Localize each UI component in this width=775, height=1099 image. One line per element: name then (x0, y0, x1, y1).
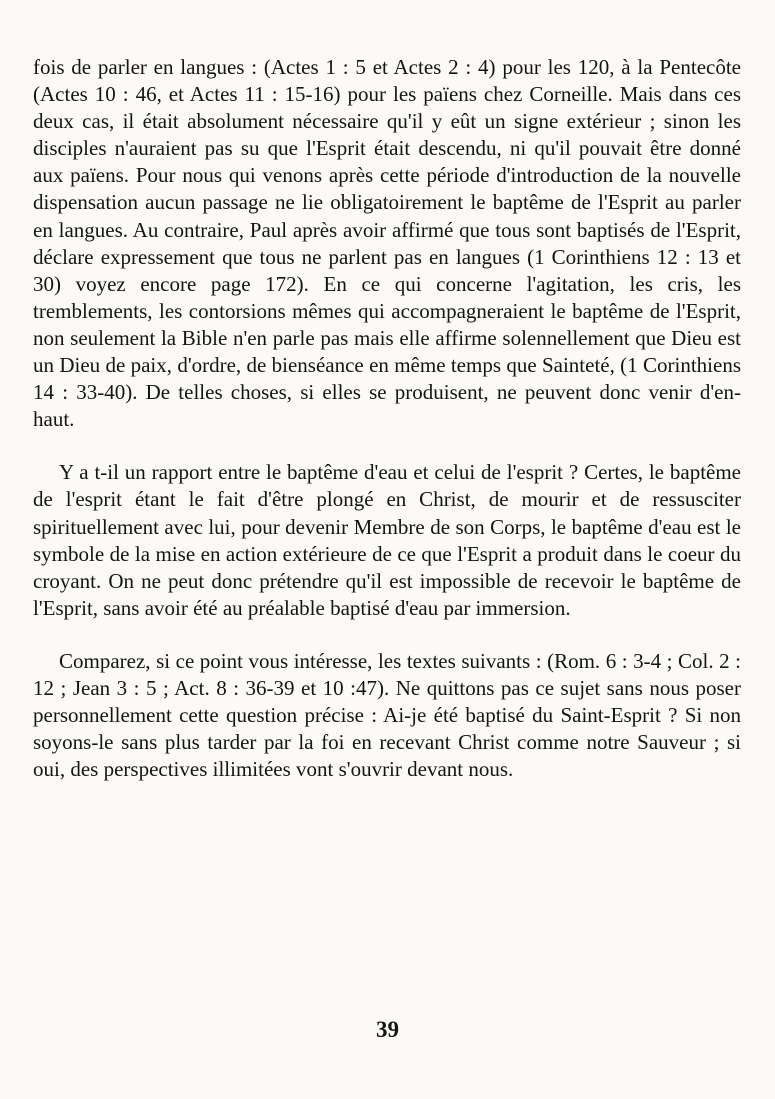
paragraph-continuation: fois de parler en langues : (Actes 1 : 5 et Actes 2 : 4) pour les 120, à la Pentecôte (Actes 10 : 46, et Actes 11 : 15-16) pour les païens chez Corneille. Mais dans ces deux cas, il était absolument nécessaire qu'il y eût un signe extérieur ; sinon les disciples n'auraient pas su que l'Esprit était descendu, ni qu'il pouvait être donné aux païens. Pour nous qui venons après cette période d'introduction de la nouvelle dispensation aucun passage ne lie obligatoirement le baptême de l'Esprit au parler en langues. Au contraire, Paul après avoir affirmé que tous sont baptisés de l'Esprit, déclare expressement que tous ne parlent pas en langues (1 Corinthiens 12 : 13 et 30) voyez encore page 172). En ce qui concerne l'agitation, les cris, les tremblements, les contorsions mêmes qui accompagneraient le baptême de l'Esprit, non seulement la Bible n'en parle pas mais elle affirme solennellement que Dieu est un Dieu de paix, d'ordre, de bienséance en même temps que Sainteté, (1 Corinthiens 14 : 33-40). De telles choses, si elles se produisent, ne peuvent donc venir d'en-haut. (33, 55, 741, 432)
paragraph-compare-texts: Comparez, si ce point vous intéresse, les textes suivants : (Rom. 6 : 3-4 ; Col. 2 : 12 ; Jean 3 : 5 ; Act. 8 : 36-39 et 10 :47). Ne quittons pas ce sujet sans nous poser personnellement cette question précise : Ai-je été baptisé du Saint-Esprit ? Si non soyons-le sans plus tarder par la foi en recevant Christ comme notre Sauveur ; si oui, des perspectives illimitées vont s'ouvrir devant nous. (33, 648, 741, 782)
page-number: 39 (376, 1017, 399, 1042)
paragraph-water-baptism: Y a t-il un rapport entre le baptême d'eau et celui de l'esprit ? Certes, le baptême de l'esprit étant le fait d'être plongé en Christ, de mourir et de ressusciter spirituellement avec lui, pour devenir Membre de son Corps, le baptême d'eau est le symbole de la mise en action extérieure de ce que l'Esprit a produit dans le coeur du croyant. On ne peut donc prétendre qu'il est impossible de recevoir le baptême de l'Esprit, sans avoir été au préalable baptisé d'eau par immersion. (33, 460, 741, 620)
page-body (33, 54, 741, 783)
